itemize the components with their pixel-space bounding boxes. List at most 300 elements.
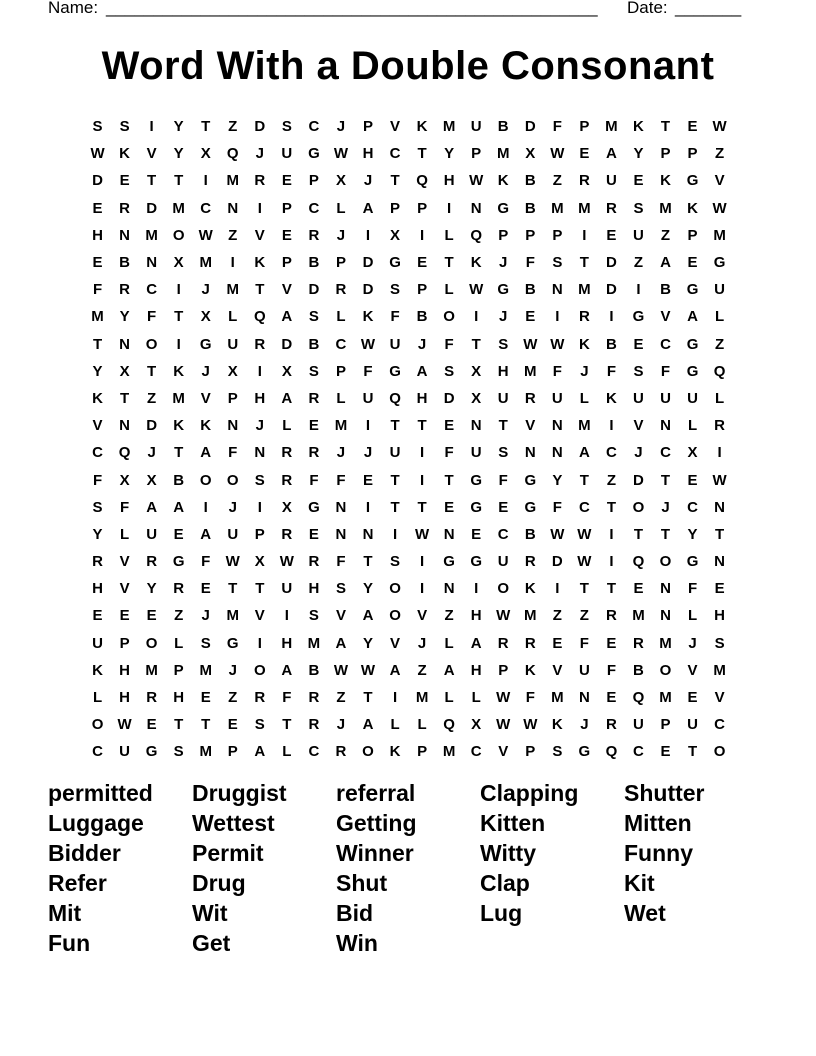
grid-letter[interactable]: S bbox=[308, 607, 319, 625]
grid-letter[interactable]: M bbox=[632, 607, 645, 625]
grid-letter[interactable]: E bbox=[633, 335, 644, 353]
grid-letter[interactable]: H bbox=[470, 661, 482, 679]
grid-letter[interactable]: C bbox=[687, 498, 698, 516]
grid-letter[interactable]: I bbox=[582, 226, 587, 244]
grid-letter[interactable]: J bbox=[499, 308, 508, 326]
grid-letter[interactable]: M bbox=[578, 417, 591, 435]
grid-letter[interactable]: G bbox=[524, 498, 537, 516]
grid-letter[interactable]: E bbox=[119, 607, 130, 625]
grid-letter[interactable]: T bbox=[390, 498, 400, 516]
grid-letter[interactable]: C bbox=[605, 444, 617, 462]
grid-letter[interactable]: M bbox=[524, 362, 537, 380]
grid-letter[interactable]: N bbox=[470, 199, 482, 217]
grid-letter[interactable]: T bbox=[606, 498, 616, 516]
grid-letter[interactable]: W bbox=[225, 553, 240, 571]
grid-letter[interactable]: R bbox=[281, 525, 293, 543]
grid-letter[interactable]: U bbox=[497, 553, 509, 571]
grid-letter[interactable]: F bbox=[336, 471, 346, 489]
grid-letter[interactable]: H bbox=[119, 661, 130, 679]
grid-letter[interactable]: V bbox=[660, 308, 671, 326]
grid-letter[interactable]: F bbox=[119, 498, 130, 516]
grid-letter[interactable]: B bbox=[660, 281, 671, 299]
grid-letter[interactable]: M bbox=[713, 226, 726, 244]
grid-letter[interactable]: M bbox=[199, 254, 212, 272]
grid-letter[interactable]: T bbox=[417, 417, 427, 435]
grid-letter[interactable]: Q bbox=[253, 308, 266, 326]
grid-letter[interactable]: V bbox=[552, 661, 563, 679]
grid-letter[interactable]: X bbox=[471, 716, 482, 734]
grid-letter[interactable]: F bbox=[147, 308, 157, 326]
grid-letter[interactable]: V bbox=[390, 118, 401, 136]
grid-letter[interactable]: L bbox=[228, 308, 238, 326]
grid-letter[interactable]: E bbox=[200, 580, 211, 598]
grid-letter[interactable]: M bbox=[605, 118, 618, 136]
grid-letter[interactable]: E bbox=[308, 525, 319, 543]
grid-letter[interactable]: M bbox=[145, 661, 158, 679]
grid-letter[interactable]: M bbox=[226, 281, 239, 299]
grid-letter[interactable]: W bbox=[198, 226, 213, 244]
grid-letter[interactable]: L bbox=[444, 689, 454, 707]
grid-letter[interactable]: P bbox=[525, 743, 536, 761]
grid-letter[interactable]: R bbox=[605, 199, 617, 217]
grid-letter[interactable]: H bbox=[281, 634, 293, 652]
grid-letter[interactable]: P bbox=[660, 716, 671, 734]
grid-letter[interactable]: U bbox=[119, 743, 130, 761]
grid-letter[interactable]: A bbox=[687, 308, 698, 326]
grid-letter[interactable]: J bbox=[336, 118, 346, 136]
grid-letter[interactable]: U bbox=[470, 444, 482, 462]
grid-letter[interactable]: I bbox=[392, 689, 398, 707]
grid-letter[interactable]: Y bbox=[552, 471, 563, 489]
grid-letter[interactable]: T bbox=[390, 471, 400, 489]
grid-letter[interactable]: D bbox=[254, 118, 266, 136]
grid-letter[interactable]: C bbox=[660, 444, 671, 462]
grid-letter[interactable]: R bbox=[335, 281, 347, 299]
grid-letter[interactable]: R bbox=[173, 580, 185, 598]
grid-letter[interactable]: W bbox=[415, 525, 430, 543]
grid-letter[interactable]: Q bbox=[118, 444, 131, 462]
grid-letter[interactable]: Z bbox=[606, 471, 616, 489]
grid-letter[interactable]: D bbox=[443, 389, 455, 407]
grid-letter[interactable]: T bbox=[715, 525, 725, 543]
grid-letter[interactable]: V bbox=[633, 417, 644, 435]
grid-letter[interactable]: Z bbox=[417, 661, 427, 679]
grid-letter[interactable]: G bbox=[686, 362, 699, 380]
grid-letter[interactable]: H bbox=[92, 226, 103, 244]
grid-letter[interactable]: S bbox=[92, 118, 103, 136]
grid-letter[interactable]: P bbox=[417, 199, 428, 217]
grid-letter[interactable]: W bbox=[333, 145, 349, 163]
grid-letter[interactable]: S bbox=[552, 254, 563, 272]
grid-letter[interactable]: D bbox=[524, 118, 536, 136]
grid-letter[interactable]: I bbox=[420, 471, 425, 489]
grid-letter[interactable]: H bbox=[416, 389, 428, 407]
grid-letter[interactable]: E bbox=[471, 525, 482, 543]
grid-letter[interactable]: G bbox=[713, 254, 726, 272]
grid-letter[interactable]: T bbox=[147, 362, 157, 380]
grid-letter[interactable]: G bbox=[686, 281, 699, 299]
grid-letter[interactable]: I bbox=[203, 172, 208, 190]
grid-letter[interactable]: R bbox=[335, 743, 347, 761]
grid-letter[interactable]: I bbox=[257, 199, 262, 217]
grid-letter[interactable]: E bbox=[687, 471, 698, 489]
grid-letter[interactable]: O bbox=[253, 661, 266, 679]
grid-letter[interactable]: F bbox=[552, 498, 562, 516]
grid-letter[interactable]: C bbox=[308, 199, 320, 217]
grid-letter[interactable]: V bbox=[335, 607, 346, 625]
grid-letter[interactable]: V bbox=[281, 281, 292, 299]
grid-letter[interactable]: S bbox=[390, 281, 401, 299]
grid-letter[interactable]: Y bbox=[146, 580, 157, 598]
grid-letter[interactable]: F bbox=[92, 471, 103, 489]
grid-letter[interactable]: E bbox=[146, 607, 157, 625]
grid-letter[interactable]: K bbox=[605, 389, 617, 407]
grid-letter[interactable]: G bbox=[172, 553, 185, 571]
grid-letter[interactable]: Y bbox=[173, 118, 184, 136]
grid-letter[interactable]: G bbox=[686, 553, 699, 571]
grid-letter[interactable]: R bbox=[308, 444, 320, 462]
grid-letter[interactable]: V bbox=[254, 607, 265, 625]
grid-letter[interactable]: N bbox=[551, 281, 563, 299]
grid-letter[interactable]: N bbox=[254, 444, 266, 462]
grid-letter[interactable]: N bbox=[119, 335, 130, 353]
grid-letter[interactable]: F bbox=[498, 471, 508, 489]
grid-letter[interactable]: V bbox=[119, 580, 130, 598]
grid-letter[interactable]: V bbox=[525, 417, 536, 435]
grid-letter[interactable]: G bbox=[470, 471, 483, 489]
grid-letter[interactable]: G bbox=[443, 553, 455, 571]
grid-letter[interactable]: Z bbox=[579, 607, 589, 625]
grid-letter[interactable]: J bbox=[417, 634, 427, 652]
grid-letter[interactable]: P bbox=[498, 226, 509, 244]
grid-letter[interactable]: O bbox=[497, 580, 510, 598]
grid-letter[interactable]: X bbox=[281, 498, 292, 516]
grid-letter[interactable]: G bbox=[497, 199, 510, 217]
grid-letter[interactable]: W bbox=[523, 335, 538, 353]
grid-letter[interactable]: J bbox=[336, 226, 346, 244]
grid-letter[interactable]: E bbox=[687, 689, 698, 707]
grid-letter[interactable]: R bbox=[714, 417, 726, 435]
grid-letter[interactable]: H bbox=[443, 172, 455, 190]
grid-letter[interactable]: J bbox=[580, 362, 589, 380]
grid-letter[interactable]: O bbox=[145, 335, 158, 353]
grid-letter[interactable]: F bbox=[606, 661, 616, 679]
grid-letter[interactable]: Z bbox=[228, 689, 238, 707]
grid-letter[interactable]: N bbox=[578, 689, 590, 707]
grid-letter[interactable]: J bbox=[688, 634, 697, 652]
grid-letter[interactable]: K bbox=[92, 661, 103, 679]
grid-letter[interactable]: B bbox=[416, 308, 428, 326]
grid-letter[interactable]: W bbox=[712, 471, 727, 489]
grid-letter[interactable]: I bbox=[420, 226, 425, 244]
grid-letter[interactable]: M bbox=[334, 417, 348, 435]
grid-letter[interactable]: P bbox=[498, 661, 509, 679]
grid-letter[interactable]: M bbox=[551, 199, 564, 217]
grid-letter[interactable]: H bbox=[173, 689, 185, 707]
grid-letter[interactable]: W bbox=[333, 661, 349, 679]
grid-letter[interactable]: T bbox=[255, 281, 265, 299]
grid-letter[interactable]: E bbox=[714, 580, 725, 598]
grid-letter[interactable]: V bbox=[254, 226, 265, 244]
grid-letter[interactable]: T bbox=[579, 254, 589, 272]
grid-letter[interactable]: L bbox=[444, 634, 454, 652]
grid-letter[interactable]: E bbox=[92, 607, 103, 625]
grid-letter[interactable]: S bbox=[92, 498, 103, 516]
grid-letter[interactable]: P bbox=[579, 118, 590, 136]
grid-letter[interactable]: D bbox=[362, 254, 374, 272]
grid-letter[interactable]: S bbox=[173, 743, 184, 761]
grid-letter[interactable]: G bbox=[686, 335, 699, 353]
grid-letter[interactable]: N bbox=[470, 417, 482, 435]
grid-letter[interactable]: T bbox=[363, 689, 373, 707]
grid-letter[interactable]: J bbox=[201, 281, 210, 299]
grid-letter[interactable]: U bbox=[687, 716, 698, 734]
grid-letter[interactable]: E bbox=[444, 417, 455, 435]
grid-letter[interactable]: I bbox=[257, 362, 262, 380]
grid-letter[interactable]: K bbox=[470, 254, 482, 272]
grid-letter[interactable]: N bbox=[443, 580, 455, 598]
name-field[interactable]: ____________________________________________________ bbox=[106, 0, 598, 17]
grid-letter[interactable]: F bbox=[363, 362, 373, 380]
grid-letter[interactable]: U bbox=[281, 580, 293, 598]
grid-letter[interactable]: L bbox=[417, 716, 427, 734]
grid-letter[interactable]: E bbox=[660, 743, 671, 761]
grid-letter[interactable]: B bbox=[524, 525, 536, 543]
grid-letter[interactable]: S bbox=[200, 634, 211, 652]
grid-letter[interactable]: A bbox=[281, 389, 293, 407]
grid-letter[interactable]: U bbox=[281, 145, 293, 163]
grid-letter[interactable]: L bbox=[715, 389, 725, 407]
grid-letter[interactable]: G bbox=[470, 498, 483, 516]
grid-letter[interactable]: M bbox=[496, 145, 510, 163]
grid-letter[interactable]: Y bbox=[92, 362, 103, 380]
grid-letter[interactable]: M bbox=[415, 689, 429, 707]
grid-letter[interactable]: D bbox=[281, 335, 293, 353]
grid-letter[interactable]: M bbox=[307, 634, 321, 652]
grid-letter[interactable]: Z bbox=[552, 172, 562, 190]
grid-letter[interactable]: T bbox=[174, 716, 184, 734]
grid-letter[interactable]: M bbox=[524, 607, 537, 625]
grid-letter[interactable]: A bbox=[200, 444, 212, 462]
grid-letter[interactable]: E bbox=[362, 471, 373, 489]
grid-letter[interactable]: J bbox=[147, 444, 156, 462]
grid-letter[interactable]: E bbox=[173, 525, 184, 543]
grid-letter[interactable]: M bbox=[199, 661, 212, 679]
grid-letter[interactable]: W bbox=[712, 118, 727, 136]
grid-letter[interactable]: P bbox=[335, 362, 346, 380]
grid-letter[interactable]: G bbox=[389, 254, 401, 272]
grid-letter[interactable]: A bbox=[389, 661, 401, 679]
grid-letter[interactable]: P bbox=[390, 199, 401, 217]
grid-letter[interactable]: T bbox=[282, 716, 292, 734]
grid-letter[interactable]: C bbox=[660, 335, 671, 353]
grid-letter[interactable]: R bbox=[497, 634, 509, 652]
grid-letter[interactable]: T bbox=[660, 471, 671, 489]
grid-letter[interactable]: S bbox=[335, 580, 346, 598]
grid-letter[interactable]: E bbox=[606, 689, 617, 707]
grid-letter[interactable]: T bbox=[390, 417, 400, 435]
grid-letter[interactable]: C bbox=[714, 716, 726, 734]
grid-letter[interactable]: I bbox=[392, 525, 398, 543]
grid-letter[interactable]: F bbox=[660, 362, 671, 380]
grid-letter[interactable]: J bbox=[363, 172, 373, 190]
grid-letter[interactable]: C bbox=[308, 743, 320, 761]
grid-letter[interactable]: F bbox=[201, 553, 211, 571]
grid-letter[interactable]: Q bbox=[226, 145, 239, 163]
grid-letter[interactable]: O bbox=[443, 308, 455, 326]
grid-letter[interactable]: P bbox=[308, 172, 319, 190]
grid-letter[interactable]: S bbox=[444, 362, 455, 380]
grid-letter[interactable]: H bbox=[497, 362, 509, 380]
grid-letter[interactable]: C bbox=[578, 498, 590, 516]
grid-letter[interactable]: N bbox=[227, 417, 239, 435]
grid-letter[interactable]: U bbox=[389, 335, 401, 353]
grid-letter[interactable]: E bbox=[687, 254, 698, 272]
grid-letter[interactable]: O bbox=[632, 498, 645, 516]
grid-letter[interactable]: E bbox=[606, 226, 617, 244]
grid-letter[interactable]: Q bbox=[470, 226, 483, 244]
grid-letter[interactable]: N bbox=[362, 525, 374, 543]
grid-letter[interactable]: H bbox=[362, 145, 374, 163]
grid-letter[interactable]: R bbox=[146, 689, 158, 707]
grid-letter[interactable]: Q bbox=[713, 362, 726, 380]
grid-letter[interactable]: F bbox=[92, 281, 103, 299]
grid-letter[interactable]: U bbox=[146, 525, 158, 543]
grid-letter[interactable]: G bbox=[199, 335, 212, 353]
grid-letter[interactable]: U bbox=[551, 389, 563, 407]
grid-letter[interactable]: E bbox=[146, 716, 157, 734]
grid-letter[interactable]: Z bbox=[228, 118, 238, 136]
grid-letter[interactable]: O bbox=[226, 471, 239, 489]
grid-letter[interactable]: T bbox=[201, 716, 211, 734]
grid-letter[interactable]: W bbox=[90, 145, 105, 163]
grid-letter[interactable]: C bbox=[200, 199, 212, 217]
grid-letter[interactable]: U bbox=[362, 389, 374, 407]
grid-letter[interactable]: F bbox=[390, 308, 400, 326]
grid-letter[interactable]: O bbox=[659, 661, 672, 679]
grid-letter[interactable]: E bbox=[417, 254, 428, 272]
grid-letter[interactable]: J bbox=[228, 661, 237, 679]
grid-letter[interactable]: A bbox=[335, 634, 347, 652]
grid-letter[interactable]: I bbox=[176, 281, 181, 299]
grid-letter[interactable]: N bbox=[660, 580, 671, 598]
grid-letter[interactable]: Z bbox=[147, 389, 157, 407]
grid-letter[interactable]: P bbox=[417, 281, 428, 299]
grid-letter[interactable]: X bbox=[173, 254, 184, 272]
grid-letter[interactable]: F bbox=[579, 634, 589, 652]
grid-letter[interactable]: I bbox=[365, 417, 371, 435]
grid-letter[interactable]: P bbox=[254, 525, 265, 543]
grid-letter[interactable]: K bbox=[633, 118, 644, 136]
grid-letter[interactable]: J bbox=[661, 498, 670, 516]
grid-letter[interactable]: N bbox=[119, 417, 130, 435]
grid-letter[interactable]: A bbox=[281, 308, 293, 326]
grid-letter[interactable]: X bbox=[146, 471, 157, 489]
grid-letter[interactable]: T bbox=[201, 118, 211, 136]
grid-letter[interactable]: F bbox=[309, 471, 319, 489]
grid-letter[interactable]: X bbox=[525, 145, 536, 163]
grid-letter[interactable]: I bbox=[365, 226, 371, 244]
grid-letter[interactable]: Q bbox=[632, 689, 645, 707]
grid-letter[interactable]: T bbox=[417, 498, 427, 516]
grid-letter[interactable]: R bbox=[281, 471, 293, 489]
grid-letter[interactable]: K bbox=[389, 743, 401, 761]
grid-letter[interactable]: N bbox=[660, 417, 671, 435]
grid-letter[interactable]: T bbox=[417, 145, 427, 163]
grid-letter[interactable]: U bbox=[227, 335, 239, 353]
grid-letter[interactable]: F bbox=[444, 335, 454, 353]
grid-letter[interactable]: D bbox=[308, 281, 320, 299]
grid-letter[interactable]: Z bbox=[715, 335, 725, 353]
grid-letter[interactable]: H bbox=[119, 689, 130, 707]
grid-letter[interactable]: O bbox=[659, 553, 672, 571]
grid-letter[interactable]: J bbox=[499, 254, 508, 272]
grid-letter[interactable]: J bbox=[336, 444, 346, 462]
grid-letter[interactable]: S bbox=[633, 199, 644, 217]
grid-letter[interactable]: R bbox=[605, 607, 617, 625]
grid-letter[interactable]: W bbox=[550, 525, 565, 543]
grid-letter[interactable]: S bbox=[254, 471, 265, 489]
grid-letter[interactable]: T bbox=[174, 308, 184, 326]
grid-letter[interactable]: C bbox=[497, 525, 509, 543]
grid-letter[interactable]: W bbox=[469, 172, 484, 190]
grid-letter[interactable]: G bbox=[497, 281, 510, 299]
grid-letter[interactable]: C bbox=[146, 281, 158, 299]
grid-letter[interactable]: L bbox=[336, 308, 346, 326]
grid-letter[interactable]: V bbox=[714, 172, 725, 190]
grid-letter[interactable]: U bbox=[687, 389, 698, 407]
grid-letter[interactable]: E bbox=[552, 634, 563, 652]
grid-letter[interactable]: R bbox=[308, 553, 320, 571]
grid-letter[interactable]: O bbox=[389, 580, 401, 598]
grid-letter[interactable]: A bbox=[416, 362, 428, 380]
grid-letter[interactable]: E bbox=[92, 254, 103, 272]
grid-letter[interactable]: H bbox=[254, 389, 266, 407]
grid-letter[interactable]: E bbox=[444, 498, 455, 516]
grid-letter[interactable]: P bbox=[417, 743, 428, 761]
grid-letter[interactable]: D bbox=[633, 471, 644, 489]
grid-letter[interactable]: Z bbox=[228, 226, 238, 244]
grid-letter[interactable]: U bbox=[633, 716, 644, 734]
grid-letter[interactable]: E bbox=[687, 118, 698, 136]
grid-letter[interactable]: P bbox=[335, 254, 346, 272]
grid-letter[interactable]: O bbox=[362, 743, 374, 761]
grid-letter[interactable]: R bbox=[578, 308, 590, 326]
grid-letter[interactable]: X bbox=[254, 553, 265, 571]
grid-letter[interactable]: M bbox=[578, 199, 591, 217]
grid-letter[interactable]: P bbox=[552, 226, 563, 244]
grid-letter[interactable]: A bbox=[362, 199, 374, 217]
grid-letter[interactable]: O bbox=[713, 743, 726, 761]
grid-letter[interactable]: A bbox=[200, 525, 212, 543]
grid-letter[interactable]: Q bbox=[443, 716, 455, 734]
grid-letter[interactable]: M bbox=[578, 281, 591, 299]
grid-letter[interactable]: S bbox=[498, 444, 509, 462]
grid-letter[interactable]: M bbox=[659, 199, 672, 217]
grid-letter[interactable]: Z bbox=[174, 607, 184, 625]
grid-letter[interactable]: V bbox=[200, 389, 211, 407]
grid-letter[interactable]: J bbox=[580, 716, 589, 734]
grid-letter[interactable]: U bbox=[633, 389, 644, 407]
grid-letter[interactable]: E bbox=[633, 580, 644, 598]
grid-letter[interactable]: J bbox=[417, 335, 427, 353]
grid-letter[interactable]: R bbox=[524, 634, 536, 652]
grid-letter[interactable]: J bbox=[336, 716, 346, 734]
grid-letter[interactable]: O bbox=[199, 471, 212, 489]
grid-letter[interactable]: O bbox=[91, 716, 104, 734]
grid-letter[interactable]: T bbox=[228, 580, 238, 598]
grid-letter[interactable]: I bbox=[420, 444, 425, 462]
